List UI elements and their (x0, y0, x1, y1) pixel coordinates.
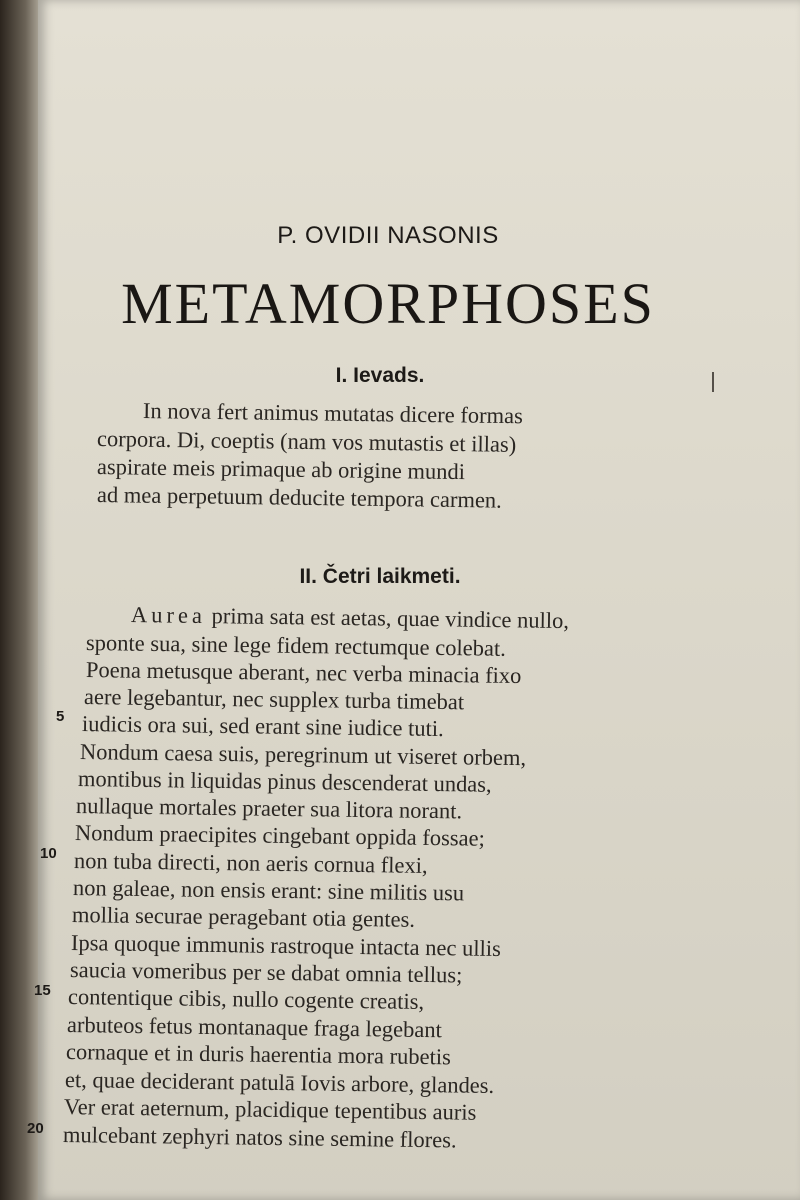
line-number: 15 (34, 982, 51, 999)
verse-line: cornaque et in duris haerentia mora rubetis (65, 1039, 452, 1070)
book-title: METAMORPHOSES (121, 271, 655, 336)
verse-line: corpora. Di, coeptis (nam vos mutastis et illas) (96, 426, 517, 457)
line-number: 10 (40, 845, 57, 862)
verse-line: mulcebant zephyri natos sine semine flores. (62, 1122, 457, 1153)
verse-line: iudicis ora sui, sed erant sine iudice tuti. (81, 711, 444, 742)
verse-line: Nondum praecipites cingebant oppida fossae; (74, 820, 486, 851)
section-heading-introduction: I. Ievads. (335, 364, 425, 387)
verse-line: sponte sua, sine lege fidem rectumque colebat. (85, 630, 506, 661)
verse-line: mollia securae peragebant otia gentes. (71, 902, 416, 932)
line-number: 5 (56, 708, 65, 725)
section-heading-four-ages: II. Četri laikmeti. (299, 565, 461, 588)
verse-line: nullaque mortales praeter sua litora norant. (75, 793, 463, 824)
verse-line: saucia vomeribus per se dabat omnia tellus; (69, 957, 463, 988)
verse-line: contentique cibis, nullo cogente creatis, (67, 984, 425, 1014)
author-heading: P. OVIDII NASONIS (277, 222, 499, 249)
verse-line: Ver erat aeternum, placidique tepentibus auris (63, 1094, 477, 1125)
verse-line: arbuteos fetus montanaque fraga legebant (66, 1012, 442, 1043)
verse-line: In nova fert animus mutatas dicere formas (142, 398, 524, 429)
verse-line: ad mea perpetuum deducite tempora carmen. (96, 482, 502, 513)
verse-line: non galeae, non ensis erant: sine militis usu (72, 875, 465, 906)
verse-line: aere legebantur, nec supplex turba timebat (83, 684, 465, 715)
line-number: 20 (27, 1120, 44, 1137)
verse-line: Ipsa quoque immunis rastroque intacta nec ullis (70, 930, 502, 962)
verse-line: aspirate meis primaque ab origine mundi (96, 454, 466, 485)
verse-first-word: Aurea (130, 602, 207, 629)
verse-line: Poena metusque aberant, nec verba minacia fixo (85, 657, 522, 689)
verse-line: non tuba directi, non aeris cornua flexi, (73, 848, 428, 878)
verse-line-rest: prima sata est aetas, quae vindice nullo, (211, 603, 570, 634)
verse-line: montibus in liquidas pinus descenderat undas, (77, 766, 492, 797)
verse-line: et, quae deciderant patulā Iovis arbore, glandes. (64, 1067, 495, 1098)
verse-line: Nondum caesa suis, peregrinum ut viseret orbem, (79, 739, 527, 771)
